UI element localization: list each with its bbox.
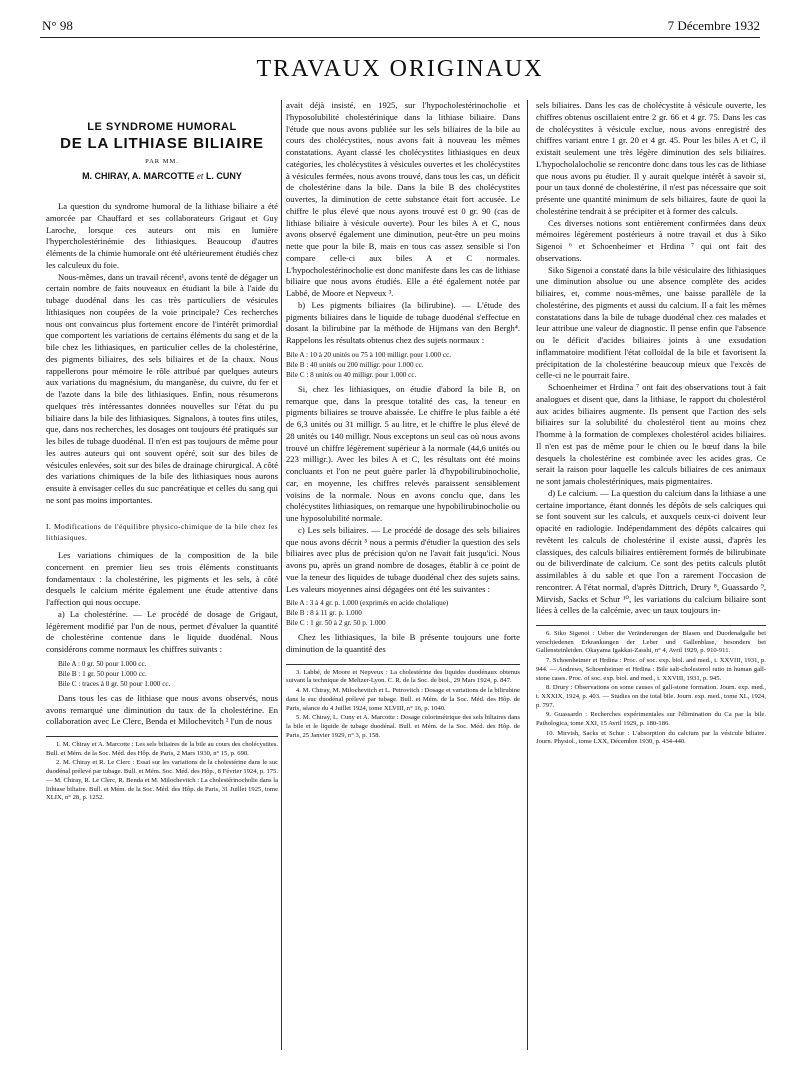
paragraph: c) Les sels biliaires. — Le procédé de dosage des sels biliaires que nous avons décrit ⁵ nous a permis d'étudier la question des sels biliaires avec plus de précision qu'on ne l'avait fait jusqu'ici. Nous avons pu, après un grand nombre de dosages, établir à ce point de vue la teneur des liquides de tubage duodénal chez des sujets sains. Les valeurs moyennes ainsi dégagées ont été les suivantes : [286, 524, 520, 594]
paragraph: avait déjà insisté, en 1925, sur l'hypocholestérinocholie et l'hyposolubilité cholestérinique dans la lithiase biliaire. Dans l'étude que nous avons publiée sur les sels biliaires de la bile au cours des cholécystites, nous avons fait à nouveau les mêmes constatations. Ayant classé les cholécystites lithiasiques en deux catégories, les cholécystites à vésicules ouvertes et les cholécystites à vésicules fermées, nous avons trouvé, dans tous les cas, un déficit de cholestérine dans la bile. Dans la bile B des cholécystites ouvertes, la diminution de cette substance était fort accusée. Le chiffre le plus élevé que nous ayons trouvé est 0 gr. 90 (cas de lithiase biliaire à vésicule ouverte). Pour les biles A et C, nous avons observé également une diminution, peut-être un peu moins nette que pour la bile B, mais en tous cas assez sensible si l'on compare celle-ci aux biles A et C normales. L'hypocholestérinocholie est donc manifeste dans les cas de lithiase biliaire que nous avons étudiés. Elle a été également notée par Labbé, de Moore et Nepveux ³. [286, 100, 520, 298]
header-rule [40, 37, 760, 38]
data-line: Bile A : 0 gr. 50 pour 1.000 cc. [58, 659, 147, 668]
paragraph: Ces diverses notions sont entièrement confirmées dans deux mémoires légèrement postérieurs à notre travail et dus à Siko Sigenoi ⁶ et Schoenheimer et Hrdina ⁷ qui ont fait des observations. [536, 217, 766, 263]
data-line: Bile B : 40 unités ou 200 milligr. pour 1.000 cc. [286, 360, 424, 369]
article-title-line2: DE LA LITHIASE BILIAIRE [60, 134, 264, 152]
paragraph: Nous-mêmes, dans un travail récent¹, avons tenté de dégager un certain nombre de faits nouveaux en étudiant la bile à l'aide du tubage duodénal dans les cas très particuliers de vésicules lithiasiques non coupées de la voie principale? Ces recherches nous ont convaincus plus fortement encore de l'intérêt primordial que comportent les variations de certains éléments du sang et de la bile chez les lithiasiques, en particulier celles de la cholestérine, des pigments biliaires, des sels biliaires et de la chaux. Nous rappellerons pour mémoire le rôle attribué par quelques auteurs aux variations du magnésium, du manganèse, du cuivre, du fer et de l'azote dans la bile des lithiasiques. Enfin, nous résumerons quelques très intéressantes données nouvelles sur l'état du pu biliaire dans la bile des lithiasiques. Signalons, à toutes fins utiles, que, dans nos recherches, les dosages ont toujours été pratiqués sur les biles de tubage duodénal. Il n'en est pas toujours de même pour les autres auteurs qui ont souvent opéré, soit sur des biles de vésicules enlevées, soit sur des biles de drainage chirurgical. A côté des variations chimiques de la bile des lithiasiques nous aurons ensuite à envisager celles du suc pancréatique et celles du sang qui ne sont pas moins importantes. [46, 271, 278, 505]
authors [46, 171, 278, 183]
paragraph: Si, chez les lithiasiques, on étudie d'abord la bile B, on remarque que, dans la presque totalité des cas, la teneur en pigments biliaires se trouve abaissée. Le chiffre le plus faible a été de 6,3 unités ou 31 milligr. 5 au litre, et le chiffre le plus élevé de 28 unités ou 140 milligr. Nous exceptons un seul cas où nous avons trouvé un chiffre légèrement supérieur à la normale (44,6 unités ou 223 milligr.). Avec les biles A et C, les résultats ont été moins concluants et l'on ne peut guère parler là d'hypobilirubinocholie, car, en moyenne, les chiffres relevés paraissent sensiblement voisins de la normale. Nous en avons conclu que, dans les cholécystites lithiasiques, on remarque une hypobilirubinocholie ou une hyposolubilité normale. [286, 383, 520, 523]
paragraph: d) Le calcium. — La question du calcium dans la lithiase a une certaine importance, étant donnés les dépôts de sels calciques qui se font souvent sur les calculs, et auxquels ceux-ci doivent leur opacité en radiologie. Indépendamment des dépôts calcaires qui revêtent les calculs de cholestérine il existe aussi, d'après les classiques, des calculs biliaires entièrement formés de bilirubinate ou de biliverdinate de calcium. Ce sont des petits calculs plutôt assimilables à du sable et que l'on a rarement l'occasion de rencontrer. A l'état normal, d'après Dittrich, Drury ⁸, Guassardo ⁹, Mirvish, Sacks et Schur ¹⁰, les variations du calcium biliaire sont liées à celles de la calcémie, avec un taux toujours in- [536, 487, 766, 616]
authors-first: M. CHIRAY, A. MARCOTTE [82, 171, 195, 182]
footnote: 10. Mirvish, Sacks et Schur : L'absorption du calcium par la vésicule biliaire. Journ. Physiol., tome LXX, Décembre 1930, p. 434-440. [536, 729, 766, 746]
paragraph: Schoenheimer et Hrdina ⁷ ont fait des observations tout à fait analogues et disent que, dans la lithiase, le rapport du cholestérol aux acides biliaires augmente. Ils pensent que l'action des sels biliaires sur la solubilité du cholestérol tient au moins chez l'homme à la formation de complexes cholestérol acides biliaires. Il n'en est pas de même pour le chien ou le bœuf dans la bile desquels la cholestérine est combinée avec les acides gras. Ce serait la raison pour laquelle les calculs biliaires de ces animaux ne sont jamais cholestériniques, mais pigmentaires. [536, 382, 766, 486]
footnote: 7. Schoenheimer et Hrdina : Proc. of soc. exp. biol. and med., t. XXVIII, 1931, p. 944. — Andrews, Schoenheimer et Hrdina : Bile salt-cholesterol ratio in human gall-stone cases. Proc. of soc. exp. biol. and med., t. XXVIII, 1931, p. 945. [536, 657, 766, 682]
paragraph: b) Les pigments biliaires (la bilirubine). — L'étude des pigments biliaires dans le liquide de tubage duodénal s'effectue en dosant la bilirubine par la méthode de Hijmans van den Bergh⁴. Rappelons les résultats obtenus chez des sujets normaux : [286, 299, 520, 345]
footnote: 5. M. Chiray, L. Cuny et A. Marcotte : Dosage colorimétrique des sels biliaires dans la bile et le liquide de tubage duodénal. Bull. et Mém. de la Soc. Méd. des Hôp. de Paris, 25 Janvier 1929, n° 3, p. 158. [286, 714, 520, 739]
data-line: Bile B : 8 à 11 gr. p. 1.000 [286, 609, 362, 618]
column-2 [286, 100, 520, 741]
footnotes [46, 736, 278, 803]
paragraph: Siko Sigenoi a constaté dans la bile vésiculaire des lithiasiques une diminution absolue ou une absence complète des acides biliaires, et, comme nous-mêmes, une baisse parallèle de la cholestérine, des pigments et aussi du calcium. Il a fait les mêmes constatations dans la bile de tubage duodénal chez ces malades et leur attribue une valeur de diagnostic. Il pense enfin que l'absence ou le déficit d'acides biliaires joints à une exsudation inflammatoire modifient l'état colloïdal de la bile et favorisent la précipitation de la cholestérine beaucoup mieux que l'excès de celle-ci ne le pourrait faire. [536, 264, 766, 381]
data-line: Bile C : 8 unités ou 40 milligr. pour 1.000 cc. [286, 370, 417, 379]
data-list [286, 598, 520, 628]
byline-prefix: PAR MM. [145, 157, 179, 165]
authors-last: L. CUNY [205, 171, 242, 182]
paragraph: La question du syndrome humoral de la lithiase biliaire a été amorcée par Chauffard et ses collaborateurs Grigaut et Guy Laroche, lorsque ces auteurs ont mis en lumière l'hypercholestérinémie des lithiasiques. Beaucoup d'autres éléments de la chimie humorale ont été ultérieurement étudiés chez les calculeux du foie. [46, 201, 278, 270]
data-list [58, 659, 278, 689]
paragraph: sels biliaires. Dans les cas de cholécystite à vésicule ouverte, les chiffres obtenus oscillaient entre 2 gr. 66 et 4 gr. 75. Dans les cas de cholécystites à vésicule exclue, nous avons enregistré des chiffres variant entre 1 gr. 20 et 4 gr. 45. Pour les biles A et C, il existait seulement une très légère diminution des sels biliaires. L'hypocholalocholie se rencontre donc dans tous les cas de lithiase que nous avons pu étudier. Il y aurait quelque intérêt à savoir si, pour un taux donné de cholestérine, il n'est pas nécessaire que soit présente une quantité minimum de sels biliaires, faute de quoi la cholestérine tendrait à se précipiter et à former des calculs. [536, 100, 766, 216]
column-rule-left [281, 100, 282, 1050]
footnote: 9. Guassardo : Recherches expérimentales sur l'élimination du Ca par la bile. Pathologica, tome XXI, 15 Avril 1929, p. 180-186. [536, 711, 766, 728]
paragraph: a) La cholestérine. — Le procédé de dosage de Grigaut, légèrement modifié par l'un de nous, permet d'évaluer la quantité de cholestérine contenue dans le liquide duodénal. Nous considérons comme normaux les chiffres suivants : [46, 608, 278, 654]
column-3 [536, 100, 766, 748]
paragraph: Dans tous les cas de lithiase que nous avons observés, nous avons remarqué une diminution du taux de la cholestérine. En collaboration avec Le Clerc, Benda et Milochevitch ² l'un de nous [46, 692, 278, 727]
footnote: 3. Labbé, de Moore et Nepveux : La cholestérine des liquides duodénaux obtenus suivant la technique de Meltzer-Lyon. C. R. de la Soc. de biol., 29 Mars 1924, p. 847. [286, 668, 520, 685]
data-line: Bile C : 1 gr. 50 à 2 gr. 50 p. 1.000 [286, 619, 386, 628]
article-heading [46, 122, 278, 183]
section-title: TRAVAUX ORIGINAUX [256, 56, 544, 82]
footnote: 2. M. Chiray et R. Le Clerc : Essai sur les variations de la cholestérine dans le suc duodénal prélevé par tubage. Bull. et Mém. Soc. Méd. des Hôp., 8 Février 1924, p. 175. — M. Chiray, R. Le Clerc, R. Benda et M. Milochevitch : La cholestérinocholie dans la lithiase biliaire. Bull. et Mém. de la Soc. Méd. des Hôp. de Paris, 31 Juillet 1925, tome XLIX, n° 28, p. 1252. [46, 759, 278, 802]
article-title-line1: LE SYNDROME HUMORAL [87, 121, 237, 133]
issue-number: N° 98 [42, 18, 73, 33]
column-1 [46, 100, 278, 804]
footnote: 6. Siko Sigenoi : Ueber die Veränderungen der Blasen und Duodenalgalle bei verschiedenen Erkrankungen der Leber und Gallenblase, besonders bei Gallensteinleiden. Okayama Igakkai-Zasshi, n° 4, Avril 1929, p. 910-911. [536, 630, 766, 655]
footnote: 8. Drury : Observations on some causes of gall-stone formation. Journ. exp. med., t. XXXIX, 1924, p. 403. — Studies on the total bile. Journ. exp. med., tome XL, 1924, p. 797. [536, 684, 766, 709]
footnotes [286, 664, 520, 741]
footnote: 1. M. Chiray et A. Marcotte : Les sels biliaires de la bile au cours des cholécystites. Bull. et Mém. de la Soc. Méd. des Hôp. de Paris, 2 Mars 1930, n° 15, p. 690. [46, 741, 278, 757]
authors-conjunction: et [196, 171, 204, 182]
paragraph: Chez les lithiasiques, la bile B présente toujours une forte diminution de la quantité des [286, 632, 520, 654]
subheading: I. Modifications de l'équilibre physico-chimique de la bile chez les lithiasiques. [46, 521, 278, 543]
data-line: Bile A : 3 à 4 gr. p. 1.000 (exprimés en acide cholalique) [286, 599, 449, 608]
footnotes [536, 625, 766, 747]
data-list [286, 350, 520, 380]
issue-date: 7 Décembre 1932 [667, 18, 760, 33]
data-line: Bile C : traces à 0 gr. 50 pour 1.000 cc. [58, 679, 171, 688]
data-line: Bile B : 1 gr. 50 pour 1.000 cc. [58, 669, 147, 678]
column-rule-right [527, 100, 528, 1050]
data-line: Bile A : 10 à 20 unités ou 75 à 100 milligr. pour 1.000 cc. [286, 350, 452, 359]
footnote: 4. M. Chiray, M. Milochevitch et L. Petrovitch : Dosage et variations de la bilirubine dans le suc duodénal prélevé par tubage. Bull. et Mém. de la Soc. Méd. des Hôp. de Paris, séance du 4 Juillet 1924, tome XLVIII, n° 16, p. 1040. [286, 687, 520, 712]
paragraph: Les variations chimiques de la composition de la bile concernent en premier lieu ses trois éléments constituants fondamentaux : la cholestérine, les pigments et les sels, à côté desquels le calcium mérite également une étude attentive dans l'affection qui nous occupe. [46, 550, 278, 607]
